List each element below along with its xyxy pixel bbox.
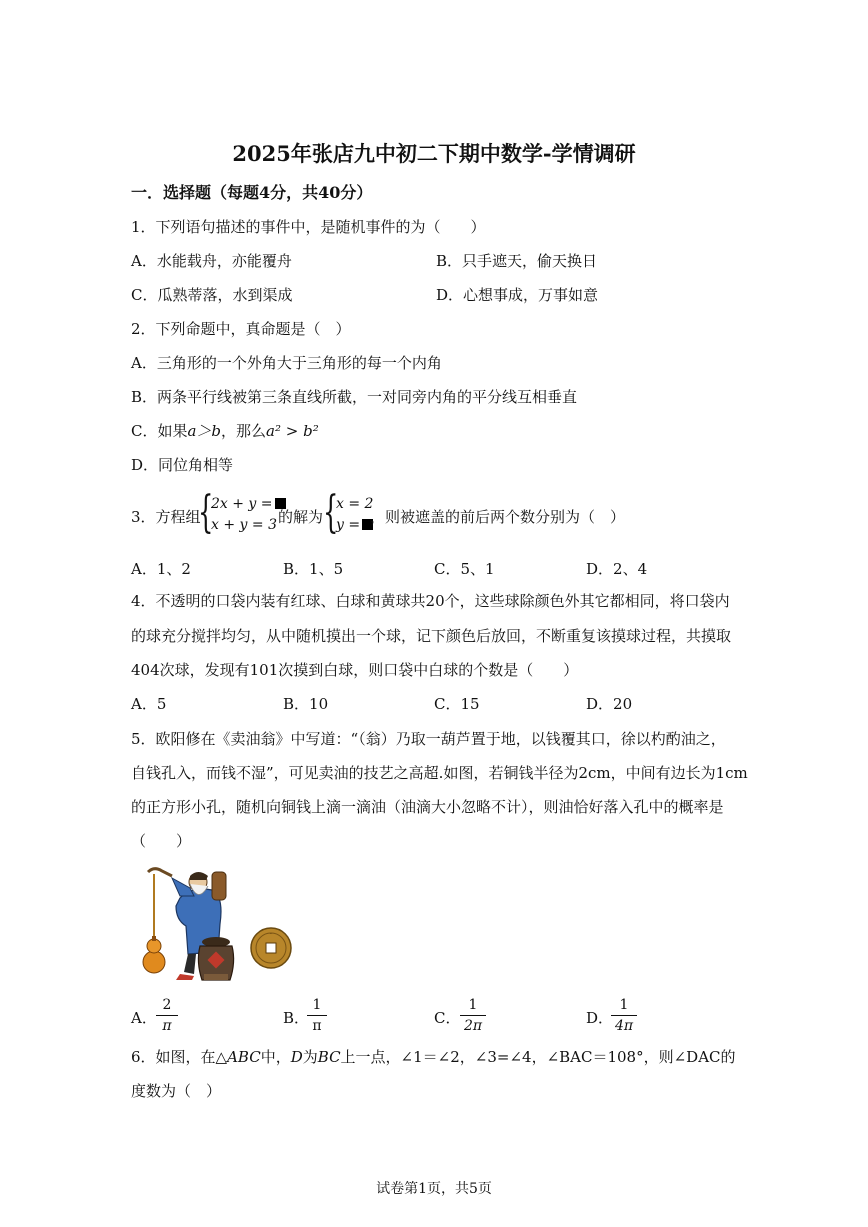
q5-d-denominator: 4π: [614, 1018, 634, 1034]
q3-brace-left: {: [198, 487, 214, 538]
q3-suffix: ，则被遮盖的前后两个数分别为（ ）: [370, 508, 626, 526]
q1-option-b: B．只手遮天，偷天换日: [436, 252, 598, 270]
q4-line3: 404次球，发现有101次摸到白球，则口袋中白球的个数是（ ）: [131, 661, 579, 679]
q5-c-numerator: 1: [460, 995, 486, 1016]
q4-option-d: D．20: [586, 695, 633, 713]
q5-option-c-label: C．: [434, 1009, 461, 1027]
oil-jar-icon: [198, 937, 233, 980]
q6-line1-c: 为: [302, 1048, 318, 1066]
q6-line1-d: 上一点，∠1＝∠2，∠3=∠4，∠BAC＝108°，则∠DAC的: [340, 1048, 736, 1066]
q6-line1: [131, 1046, 736, 1067]
q5-line1: 5．欧阳修在《卖油翁》中写道：“（翁）乃取一葫芦置于地，以钱覆其口，徐以杓酌油之，: [131, 730, 726, 748]
q1-stem: 1．下列语句描述的事件中，是随机事件的为（ ）: [131, 218, 486, 236]
q5-c-denominator: 2π: [463, 1018, 483, 1034]
q3-option-b: B．1、5: [283, 560, 344, 578]
q5-b-numerator: 1: [307, 995, 327, 1016]
q6-line1-b: 中，: [260, 1048, 291, 1066]
q1-option-a: A．水能载舟，亦能覆舟: [131, 252, 292, 270]
q5-line4: （ ）: [131, 832, 192, 850]
page-title: 2025年张店九中初二下期中数学-学情调研: [232, 141, 636, 166]
page-footer: 试卷第1页，共5页: [376, 1181, 492, 1197]
q4-option-a: A．5: [131, 695, 167, 713]
q2-stem: 2．下列命题中，真命题是（ ）: [131, 320, 351, 338]
q3-system: [211, 494, 286, 536]
q2-option-d: D．同位角相等: [131, 456, 234, 474]
q3-eq1-row: [211, 494, 286, 515]
q3-eq2: x + y = 3: [211, 517, 277, 533]
q6-line2: 度数为（ ）: [131, 1082, 222, 1100]
q4-option-b: B．10: [283, 695, 329, 713]
q5-a-denominator: π: [162, 1018, 172, 1034]
q2-c-prefix: C．如果: [131, 422, 188, 440]
q5-line2: 自钱孔入，而钱不湿”，可见卖油的技艺之高超.如图，若铜钱半径为2cm，中间有边长为1cm: [131, 764, 748, 782]
q4-option-c: C．15: [434, 695, 480, 713]
q5-option-b-label: B．: [283, 1009, 310, 1027]
q5-b-denominator: π: [312, 1018, 322, 1034]
q2-c-inequality: a² > b²: [266, 422, 319, 440]
q3-brace-right: {: [323, 487, 339, 538]
q6-segment: BC: [317, 1048, 341, 1066]
svg-text:·: ·: [270, 931, 272, 938]
copper-coin-icon: [251, 928, 291, 968]
q3-mid: 的解为: [278, 508, 324, 526]
q3-sol2: y =: [336, 517, 361, 533]
q2-option-c: [131, 420, 319, 441]
q4-line1: 4．不透明的口袋内装有红球、白球和黄球共20个，这些球除颜色外其它都相同，将口袋内: [131, 592, 730, 610]
q4-line2: 的球充分搅拌均匀，从中随机摸出一个球，记下颜色后放回，不断重复该摸球过程，共摸取: [131, 627, 732, 645]
q5-a-numerator: 2: [156, 995, 178, 1016]
q3-option-c: C．5、1: [434, 560, 495, 578]
q5-d-numerator: 1: [611, 995, 637, 1016]
q5-option-b-fraction: [307, 995, 327, 1036]
q3-solution: [336, 494, 373, 536]
gourd-icon: [143, 936, 165, 973]
q5-option-d-label: D．: [586, 1009, 614, 1027]
q6-point: D: [290, 1048, 303, 1066]
q2-c-condition: a＞b: [187, 422, 222, 440]
oil-seller-illustration: [132, 862, 302, 988]
q3-sol1: x = 2: [336, 496, 374, 512]
q1-option-d: D．心想事成，万事如意: [436, 286, 599, 304]
q3-option-d: D．2、4: [586, 560, 648, 578]
q3-option-a: A．1、2: [131, 560, 191, 578]
q2-option-a: A．三角形的一个外角大于三角形的每一个内角: [131, 354, 442, 372]
q3-sol2-row: [336, 515, 373, 536]
q5-option-a-fraction: [156, 995, 178, 1036]
q2-option-b: B．两条平行线被第三条直线所截，一对同旁内角的平分线互相垂直: [131, 388, 578, 406]
q5-option-a-label: A．: [131, 1009, 157, 1027]
q5-line3: 的正方形小孔，随机向铜钱上滴一滴油（油滴大小忽略不计），则油恰好落入孔中的概率是: [131, 798, 724, 816]
q3-prefix: 3．方程组: [131, 508, 201, 526]
q6-triangle: △ABC: [215, 1048, 261, 1066]
q6-line1-a: 6．如图，在: [131, 1048, 216, 1066]
q1-option-c: C．瓜熟蒂落，水到渠成: [131, 286, 293, 304]
ladle-icon: [148, 869, 172, 876]
q2-c-mid: ，那么: [221, 422, 267, 440]
q5-option-c-fraction: [460, 995, 486, 1036]
q3-eq1: 2x + y =: [211, 496, 273, 512]
q5-option-d-fraction: [611, 995, 637, 1036]
section-heading: 一．选择题（每题4分，共40分）: [131, 183, 373, 202]
